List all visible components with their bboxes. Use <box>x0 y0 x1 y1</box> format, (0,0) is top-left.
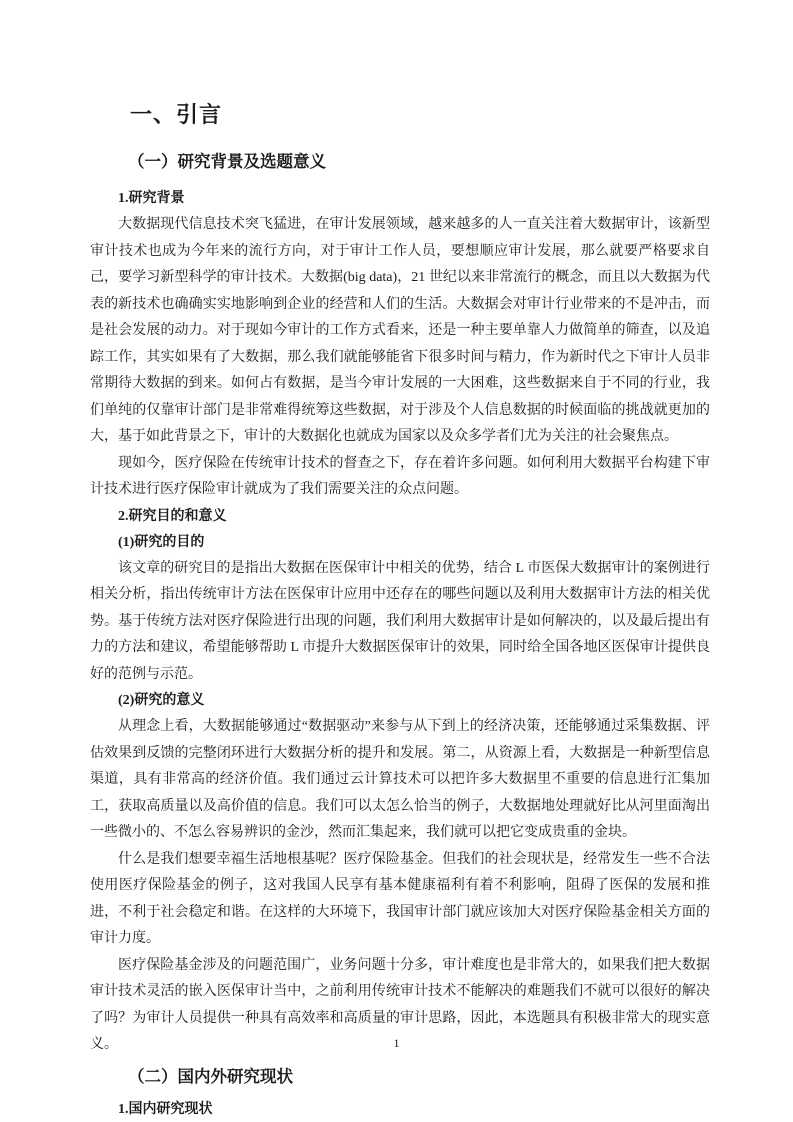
paragraph-research-background-1: 大数据现代信息技术突飞猛进，在审计发展领域，越来越多的人一直关注着大数据审计，该新型审计技术也成为今年来的流行方向，对于审计工作人员，要想顺应审计发展，那么就要严格要求自己，要学习新型科学的审计技术。大数据(big data)，21 世纪以来非常流行的概念，而且以大数据为代表的新技术也确确实实地影响到企业的经营和人们的生活。大数据会对审计行业带来的不是冲击，而是社会发展的动力。对于现如今审计的工作方式看来，还是一种主要单靠人力做简单的筛查，以及追踪工作，其实如果有了大数据，那么我们就能够能省下很多时间与精力，作为新时代之下审计人员非常期待大数据的到来。如何占有数据，是当今审计发展的一大困难，这些数据来自于不同的行业，我们单纯的仅靠审计部门是非常难得统筹这些数据，对于涉及个人信息数据的时候面临的挑战就更加的大，基于如此背景之下，审计的大数据化也就成为国家以及众多学者们尤为关注的社会聚焦点。 <box>90 217 710 444</box>
subsection-heading-domestic-research-status: 1.国内研究现状 <box>118 1101 213 1117</box>
page-content <box>90 100 710 1122</box>
section-heading-background-and-significance: （一）研究背景及选题意义 <box>128 153 326 171</box>
paragraph-research-meaning-2: 什么是我们想要幸福生活地根基呢？医疗保险基金。但我们的社会现状是，经常发生一些不合法使用医疗保险基金的例子，这对我国人民享有基本健康福利有着不利影响，阻碍了医保的发展和推进，不利于社会稳定和谐。在这样的大环境下，我国审计部门就应该加大对医疗保险基金相关方面的审计力度。 <box>90 851 710 946</box>
paragraph-research-meaning-3: 医疗保险基金涉及的问题范围广，业务问题十分多，审计难度也是非常大的，如果我们把大数据审计技术灵活的嵌入医保审计当中，之前利用传统审计技术不能解决的难题我们不就可以很好的解决了吗？为审计人员提供一种具有高效率和高质量的审计思路，因此，本选题具有积极非常大的现实意义。 <box>90 957 710 1052</box>
subsection-heading-purpose-and-meaning: 2.研究目的和意义 <box>118 508 227 524</box>
page-footer <box>0 1034 793 1052</box>
paragraph-research-background-2: 现如今，医疗保险在传统审计技术的督查之下，存在着许多问题。如何利用大数据平台构建下审计技术进行医疗保险审计就成为了我们需要关注的众点问题。 <box>90 455 710 497</box>
paragraph-research-meaning-1: 从理念上看，大数据能够通过“数据驱动”来参与从下到上的经济决策，还能够通过采集数据、评估效果到反馈的完整闭环进行大数据分析的提升和发展。第二，从资源上看，大数据是一种新型信息渠道，具有非常高的经济价值。我们通过云计算技术可以把许多大数据里不重要的信息进行汇集加工，获取高质量以及高价值的信息。我们可以太怎么恰当的例子，大数据地处理就好比从河里面淘出一些微小的、不怎么容易辨识的金沙，然而汇集起来，我们就可以把它变成贵重的金块。 <box>90 719 710 840</box>
subsection-heading-research-background: 1.研究背景 <box>118 191 185 206</box>
item-heading-research-meaning: (2)研究的意义 <box>118 693 205 708</box>
section-heading-research-status: （二）国内外研究现状 <box>128 1067 293 1086</box>
item-heading-research-purpose: (1)研究的目的 <box>118 534 205 550</box>
chapter-heading-introduction: 一、引言 <box>130 102 223 127</box>
page-number: 1 <box>393 1036 400 1050</box>
paragraph-research-purpose: 该文章的研究目的是指出大数据在医保审计中相关的优势，结合 L 市医保大数据审计的案例进行相关分析，指出传统审计方法在医保审计应用中还存在的哪些问题以及利用大数据审计方法的相关优势。基于传统方法对医疗保险进行出现的问题，我们利用大数据审计是如何解决的，以及最后提出有力的方法和建议，希望能够帮助 L 市提升大数据医保审计的效果，同时给全国各地区医保审计提供良好的范例与示范。 <box>90 560 710 682</box>
